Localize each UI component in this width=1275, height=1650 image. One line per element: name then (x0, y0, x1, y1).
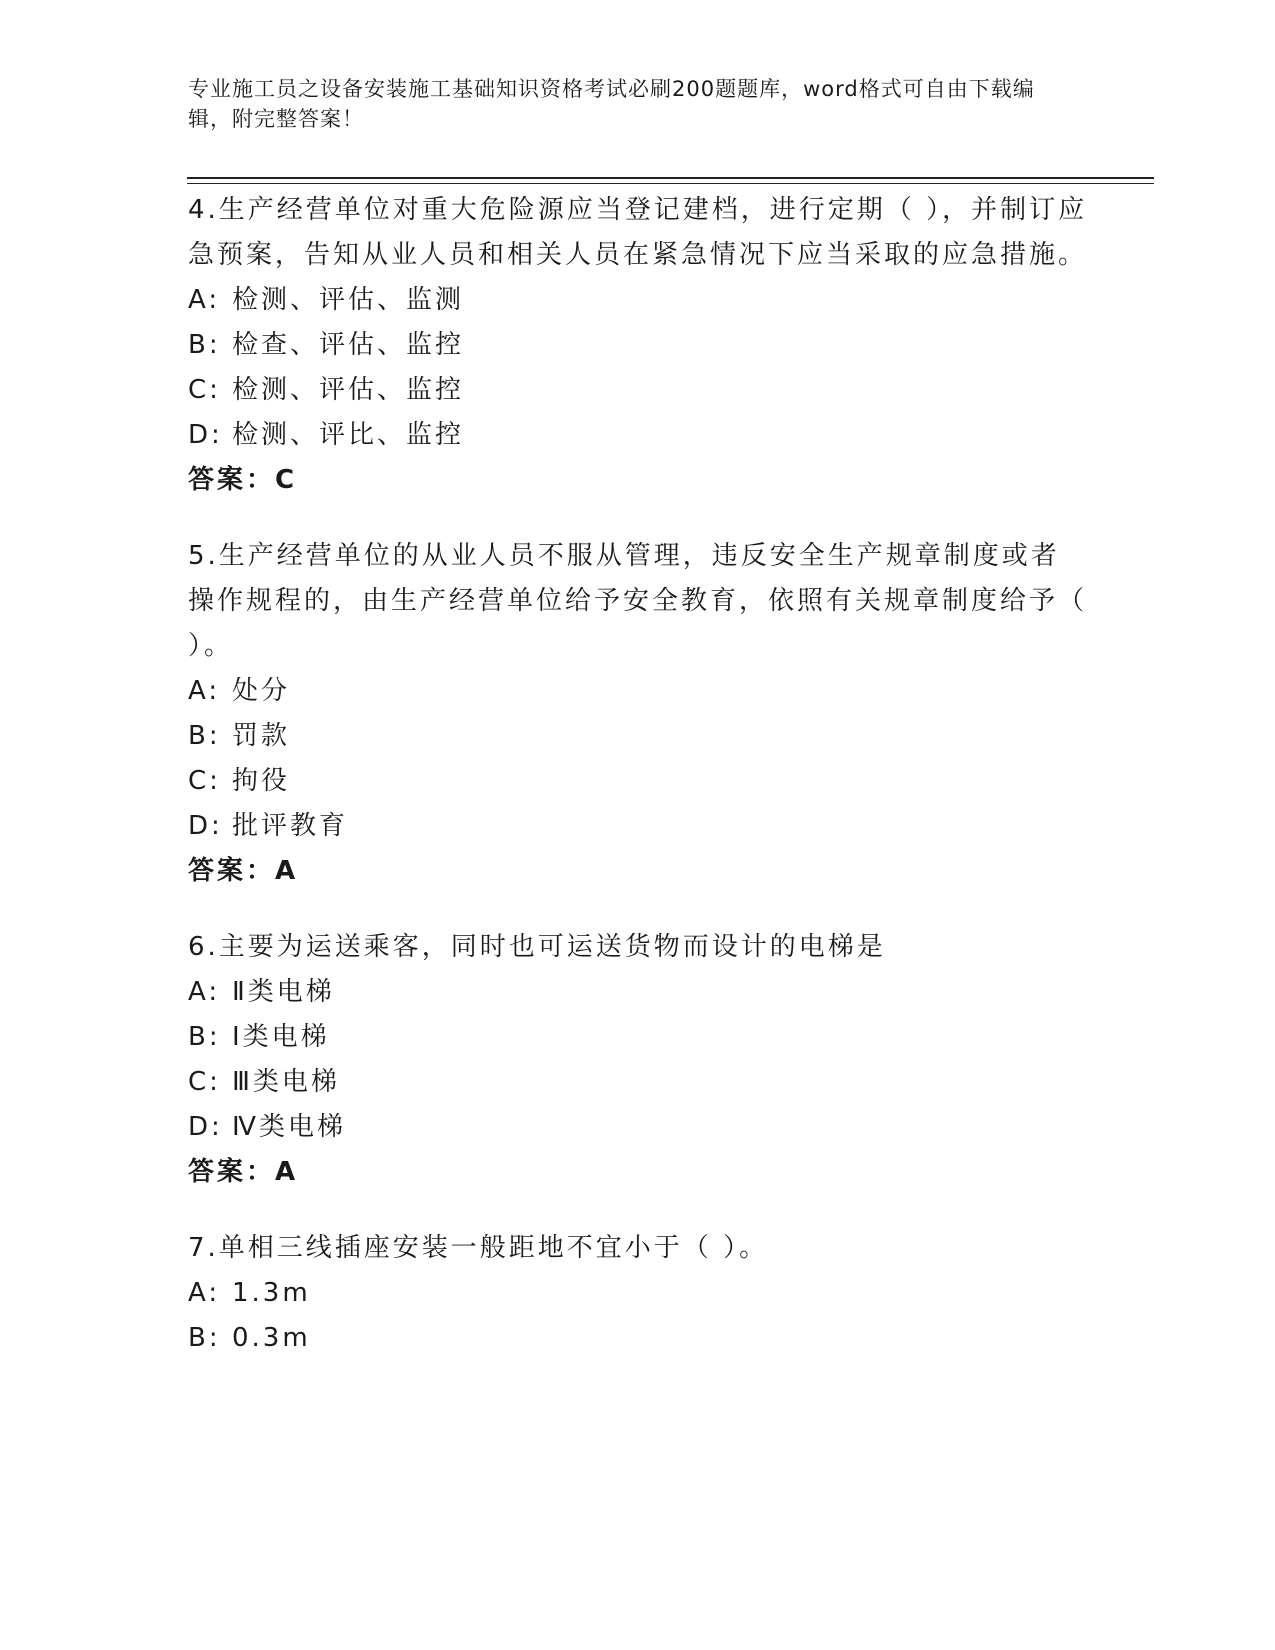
question-stem: 7.单相三线插座安装一般距地不宜小于（ ）。 (188, 1233, 769, 1263)
option-key: B: (188, 330, 221, 360)
option-text: Ⅰ类电梯 (232, 1022, 330, 1052)
option-b (188, 323, 1088, 368)
answer-label: 答案： (188, 465, 276, 495)
option-key: D: (188, 1112, 223, 1142)
option-a (188, 669, 1088, 714)
option-text: Ⅲ类电梯 (232, 1067, 340, 1097)
option-text: 检查、评估、监控 (232, 330, 465, 360)
option-c (188, 1060, 1088, 1105)
option-b (188, 714, 1088, 759)
question-5 (188, 534, 1088, 894)
question-stem: 6.主要为运送乘客，同时也可运送货物而设计的电梯是 (188, 932, 886, 962)
option-text: 1.3m (232, 1278, 311, 1308)
option-d (188, 804, 1088, 849)
option-text: 处分 (232, 676, 291, 706)
option-key: A: (188, 285, 221, 315)
option-text: Ⅳ类电梯 (232, 1112, 346, 1142)
answer-value: A (275, 856, 299, 886)
option-text: 批评教育 (232, 811, 349, 841)
question-stem: 4.生产经营单位对重大危险源应当登记建档，进行定期（ ），并制订应急预案，告知从业人员和相关人员在紧急情况下应当采取的应急措施。 (188, 195, 1088, 270)
option-c (188, 759, 1088, 804)
option-d (188, 1105, 1088, 1150)
option-key: B: (188, 721, 221, 751)
answer-value: A (275, 1157, 299, 1187)
option-key: C: (188, 1067, 221, 1097)
question-stem: 5.生产经营单位的从业人员不服从管理，违反安全生产规章制度或者操作规程的，由生产经营单位给予安全教育，依照有关规章制度给予（ ）。 (188, 541, 1088, 661)
option-key: C: (188, 375, 221, 405)
answer-value: C (275, 465, 298, 495)
answer-line (188, 849, 1088, 894)
option-key: A: (188, 977, 221, 1007)
option-text: 拘役 (232, 766, 291, 796)
option-key: A: (188, 1278, 221, 1308)
answer-label: 答案： (188, 1157, 276, 1187)
answer-line (188, 1150, 1088, 1195)
option-key: B: (188, 1022, 221, 1052)
question-list (188, 188, 1088, 1392)
option-c (188, 368, 1088, 413)
header-divider-thick (187, 177, 1154, 179)
option-key: A: (188, 676, 221, 706)
option-a (188, 970, 1088, 1015)
option-key: D: (188, 420, 223, 450)
answer-line (188, 458, 1088, 503)
option-key: B: (188, 1323, 221, 1353)
question-7 (188, 1226, 1088, 1361)
option-key: D: (188, 811, 223, 841)
question-4 (188, 188, 1088, 503)
option-d (188, 413, 1088, 458)
option-text: Ⅱ类电梯 (232, 977, 335, 1007)
option-text: 罚款 (232, 721, 291, 751)
option-text: 检测、评比、监控 (232, 420, 465, 450)
option-text: 0.3m (232, 1323, 311, 1353)
option-text: 检测、评估、监控 (232, 375, 465, 405)
header-divider-thin (187, 183, 1154, 184)
question-6 (188, 925, 1088, 1195)
option-b (188, 1316, 1088, 1361)
document-header: 专业施工员之设备安装施工基础知识资格考试必刷200题题库，word格式可自由下载编辑，附完整答案！ (188, 77, 1035, 131)
option-b (188, 1015, 1088, 1060)
option-a (188, 278, 1088, 323)
option-text: 检测、评估、监测 (232, 285, 465, 315)
option-a (188, 1271, 1088, 1316)
option-key: C: (188, 766, 221, 796)
answer-label: 答案： (188, 856, 276, 886)
